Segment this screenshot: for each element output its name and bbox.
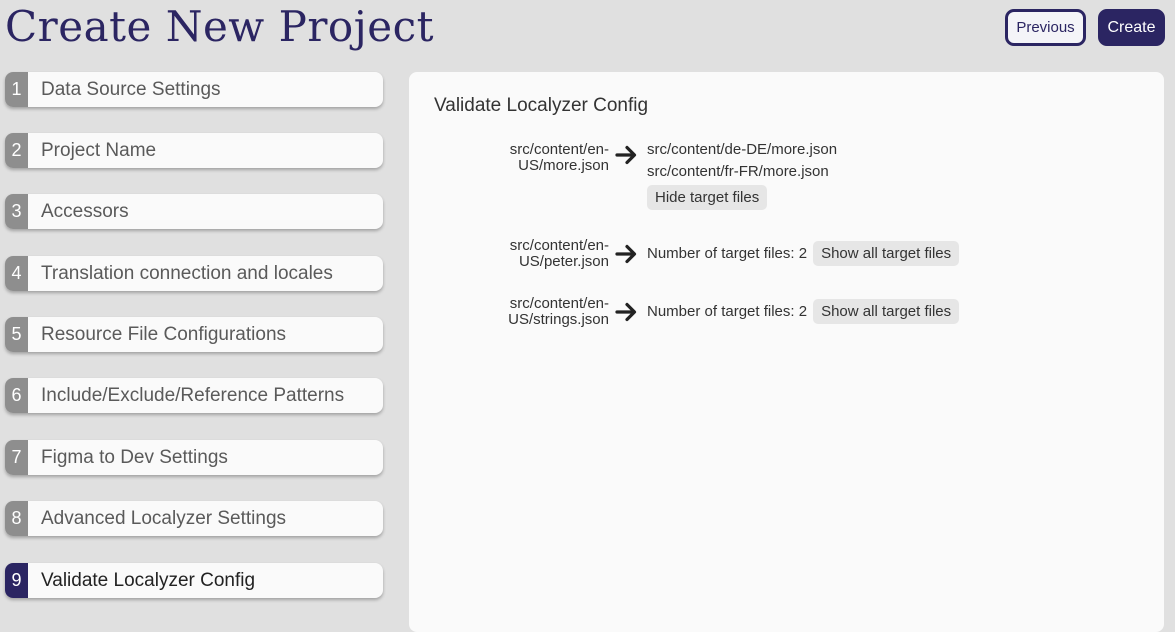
step-item-data-source-settings[interactable] — [5, 72, 383, 107]
step-number: 4 — [5, 256, 28, 291]
step-label: Advanced Localyzer Settings — [41, 507, 287, 529]
source-path-line: US/more.json — [518, 157, 609, 174]
step-label: Validate Localyzer Config — [41, 569, 256, 591]
hide-target-files-button[interactable]: Hide target files — [647, 185, 767, 210]
step-label: Include/Exclude/Reference Patterns — [41, 384, 345, 406]
source-path-line: US/peter.json — [518, 253, 609, 270]
step-item-advanced-localyzer-settings[interactable] — [5, 501, 383, 536]
source-path-line: src/content/en- — [509, 237, 609, 254]
step-label: Translation connection and locales — [41, 262, 333, 284]
show-all-target-files-button[interactable]: Show all target files — [813, 241, 959, 266]
source-path-line: US/strings.json — [508, 311, 609, 328]
step-label: Resource File Configurations — [41, 323, 287, 345]
step-label: Accessors — [41, 200, 129, 222]
target-file-count: Number of target files: 2 — [647, 245, 808, 262]
target-summary — [647, 299, 959, 324]
source-file-path — [489, 296, 609, 328]
target-file-path: src/content/de-DE/more.json — [647, 141, 838, 158]
step-item-resource-file-configurations[interactable] — [5, 317, 383, 352]
step-item-accessors[interactable] — [5, 194, 383, 229]
step-label: Data Source Settings — [41, 78, 221, 100]
step-item-include-exclude-patterns[interactable] — [5, 378, 383, 413]
step-number: 9 — [5, 563, 28, 598]
step-number: 2 — [5, 133, 28, 168]
page-title: Create New Project — [5, 2, 434, 51]
create-button[interactable]: Create — [1098, 9, 1165, 46]
source-path-line: src/content/en- — [509, 141, 609, 158]
step-item-project-name[interactable] — [5, 133, 383, 168]
step-number: 7 — [5, 440, 28, 475]
step-number: 5 — [5, 317, 28, 352]
source-path-line: src/content/en- — [509, 295, 609, 312]
arrow-right-icon — [615, 242, 639, 266]
arrow-right-icon — [615, 143, 639, 167]
previous-button[interactable]: Previous — [1005, 9, 1086, 46]
source-file-path — [489, 142, 609, 174]
step-number: 3 — [5, 194, 28, 229]
step-number: 6 — [5, 378, 28, 413]
step-number: 1 — [5, 72, 28, 107]
step-item-validate-localyzer-config[interactable] — [5, 563, 383, 598]
show-all-target-files-button[interactable]: Show all target files — [813, 299, 959, 324]
target-file-list — [647, 139, 837, 210]
arrow-right-icon — [615, 300, 639, 324]
step-label: Figma to Dev Settings — [41, 446, 228, 468]
target-file-path: src/content/fr-FR/more.json — [647, 163, 829, 180]
step-item-figma-to-dev-settings[interactable] — [5, 440, 383, 475]
target-file-count: Number of target files: 2 — [647, 303, 808, 320]
validation-panel — [409, 72, 1164, 632]
target-summary — [647, 241, 959, 266]
step-number: 8 — [5, 501, 28, 536]
step-item-translation-connection[interactable] — [5, 256, 383, 291]
source-file-path — [489, 238, 609, 270]
panel-title: Validate Localyzer Config — [434, 95, 649, 116]
step-label: Project Name — [41, 139, 157, 161]
